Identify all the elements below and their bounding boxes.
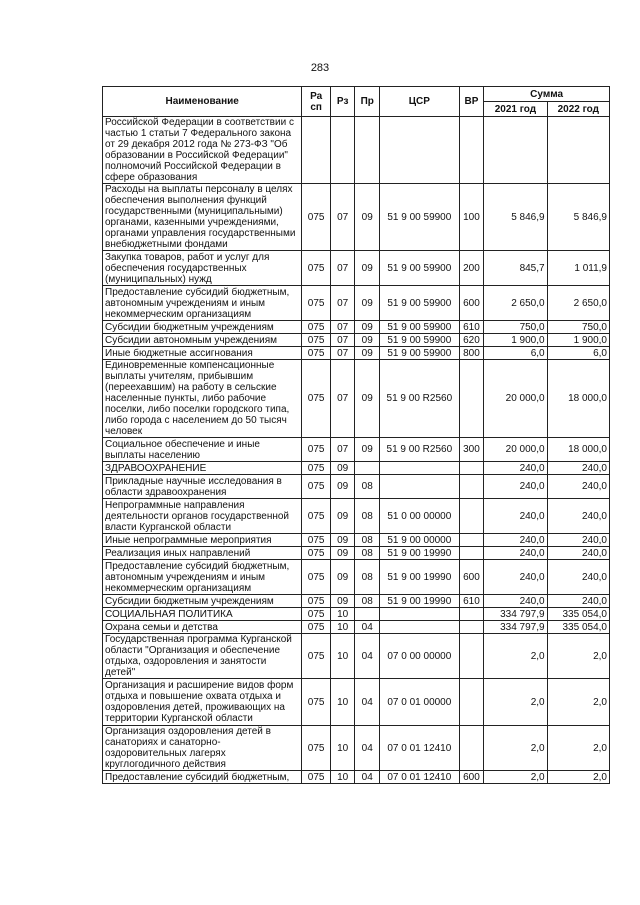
cell-pr: 09 [355,334,380,347]
cell-pr: 09 [355,286,380,321]
cell-sum-2021: 750,0 [484,321,547,334]
cell-csr: 07 0 01 12410 [379,726,459,771]
cell-rasp: 075 [302,251,331,286]
cell-name: Реализация иных направлений [103,547,302,560]
cell-rz: 10 [330,621,355,634]
cell-vr: 600 [459,771,484,784]
cell-rasp: 075 [302,771,331,784]
cell-csr: 51 9 00 59900 [379,321,459,334]
cell-vr [459,634,484,679]
cell-sum-2022: 1 011,9 [547,251,609,286]
table-row [103,117,610,184]
cell-rz: 07 [330,334,355,347]
cell-sum-2021: 5 846,9 [484,184,547,251]
cell-rz [330,117,355,184]
cell-sum-2021: 334 797,9 [484,621,547,634]
cell-name: Организация и расширение видов форм отдыха и повышение охвата отдыха и оздоровления детей, проживающих на территории Курганской области [103,679,302,726]
table-row [103,679,610,726]
cell-sum-2021: 240,0 [484,595,547,608]
cell-csr [379,117,459,184]
cell-sum-2021: 334 797,9 [484,608,547,621]
cell-rz: 09 [330,462,355,475]
cell-csr: 07 0 01 00000 [379,679,459,726]
cell-rz: 09 [330,560,355,595]
cell-rz: 10 [330,634,355,679]
cell-sum-2021: 240,0 [484,560,547,595]
cell-name: Предоставление субсидий бюджетным, автономным учреждениям и иным некоммерческим организациям [103,286,302,321]
cell-sum-2022: 18 000,0 [547,360,609,438]
cell-sum-2021: 2,0 [484,634,547,679]
cell-sum-2021: 845,7 [484,251,547,286]
header-csr: ЦСР [379,87,459,117]
cell-name: Социальное обеспечение и иные выплаты населению [103,438,302,462]
cell-vr [459,547,484,560]
cell-sum-2022: 18 000,0 [547,438,609,462]
cell-rz: 09 [330,534,355,547]
cell-pr: 09 [355,347,380,360]
cell-rasp: 075 [302,547,331,560]
cell-pr: 08 [355,475,380,499]
cell-csr [379,475,459,499]
cell-sum-2021: 20 000,0 [484,360,547,438]
cell-sum-2022: 6,0 [547,347,609,360]
cell-csr: 51 9 00 59900 [379,347,459,360]
cell-pr: 08 [355,595,380,608]
cell-name: Закупка товаров, работ и услуг для обеспечения государственных (муниципальных) нужд [103,251,302,286]
cell-name: Государственная программа Курганской области "Организация и обеспечение отдыха, оздоровления и занятости детей" [103,634,302,679]
budget-table [102,86,610,784]
cell-rasp: 075 [302,679,331,726]
cell-rz: 07 [330,347,355,360]
cell-rasp: 075 [302,499,331,534]
cell-vr: 800 [459,347,484,360]
cell-csr: 07 0 01 12410 [379,771,459,784]
cell-rz: 10 [330,608,355,621]
cell-rasp: 075 [302,360,331,438]
cell-rasp: 075 [302,462,331,475]
cell-sum-2022: 2,0 [547,771,609,784]
header-year-2021: 2021 год [484,102,547,117]
cell-name: Субсидии автономным учреждениям [103,334,302,347]
cell-name: ЗДРАВООХРАНЕНИЕ [103,462,302,475]
header-pr: Пр [355,87,380,117]
cell-pr [355,462,380,475]
cell-sum-2022: 335 054,0 [547,621,609,634]
header-sum: Сумма [484,87,610,102]
cell-name: Субсидии бюджетным учреждениям [103,595,302,608]
table-row [103,499,610,534]
cell-sum-2022: 240,0 [547,547,609,560]
cell-rasp [302,117,331,184]
cell-rasp: 075 [302,184,331,251]
cell-vr: 200 [459,251,484,286]
table-row [103,634,610,679]
table-row [103,334,610,347]
cell-sum-2021: 2 650,0 [484,286,547,321]
table-row [103,321,610,334]
cell-rz: 10 [330,679,355,726]
cell-name: Иные бюджетные ассигнования [103,347,302,360]
cell-name: СОЦИАЛЬНАЯ ПОЛИТИКА [103,608,302,621]
cell-rz: 07 [330,251,355,286]
cell-pr: 09 [355,438,380,462]
cell-rasp: 075 [302,560,331,595]
cell-csr: 51 9 00 19990 [379,547,459,560]
cell-csr [379,608,459,621]
cell-rasp: 075 [302,475,331,499]
table-row [103,726,610,771]
cell-csr: 51 9 00 R2560 [379,360,459,438]
cell-vr [459,462,484,475]
cell-vr: 600 [459,286,484,321]
cell-vr [459,726,484,771]
cell-pr: 09 [355,251,380,286]
cell-pr: 09 [355,184,380,251]
header-vr: ВР [459,87,484,117]
cell-vr: 600 [459,560,484,595]
cell-name: Субсидии бюджетным учреждениям [103,321,302,334]
cell-vr [459,621,484,634]
cell-csr: 51 9 00 59900 [379,334,459,347]
cell-rz: 09 [330,475,355,499]
cell-pr [355,117,380,184]
cell-rz: 07 [330,438,355,462]
cell-rasp: 075 [302,621,331,634]
cell-pr: 08 [355,534,380,547]
table-row [103,438,610,462]
cell-sum-2022: 5 846,9 [547,184,609,251]
cell-pr: 08 [355,547,380,560]
header-year-2022: 2022 год [547,102,609,117]
cell-name: Непрограммные направления деятельности органов государственной власти Курганской области [103,499,302,534]
cell-sum-2021: 240,0 [484,475,547,499]
table-row [103,547,610,560]
cell-vr: 610 [459,595,484,608]
table-row [103,560,610,595]
cell-rz: 09 [330,499,355,534]
cell-sum-2022: 1 900,0 [547,334,609,347]
table-row [103,251,610,286]
cell-vr [459,117,484,184]
cell-name: Охрана семьи и детства [103,621,302,634]
cell-csr: 51 9 00 00000 [379,534,459,547]
cell-sum-2022: 240,0 [547,534,609,547]
cell-pr: 08 [355,499,380,534]
cell-rz: 07 [330,184,355,251]
cell-vr: 300 [459,438,484,462]
cell-csr: 51 9 00 19990 [379,595,459,608]
cell-sum-2021: 1 900,0 [484,334,547,347]
cell-sum-2021: 240,0 [484,462,547,475]
cell-rz: 07 [330,321,355,334]
cell-sum-2022: 2 650,0 [547,286,609,321]
cell-rasp: 075 [302,534,331,547]
cell-pr: 04 [355,771,380,784]
cell-csr: 51 0 00 00000 [379,499,459,534]
cell-sum-2022: 240,0 [547,560,609,595]
cell-rasp: 075 [302,286,331,321]
cell-name: Расходы на выплаты персоналу в целях обеспечения выполнения функций государственными (муниципальными) органами, казенными учреждениями, органами управления государственными внебюджетными фондами [103,184,302,251]
cell-rz: 07 [330,286,355,321]
cell-sum-2021: 6,0 [484,347,547,360]
table-row [103,771,610,784]
cell-rz: 10 [330,726,355,771]
header-rz: Рз [330,87,355,117]
table-row [103,621,610,634]
cell-pr: 04 [355,634,380,679]
cell-sum-2022: 750,0 [547,321,609,334]
cell-rasp: 075 [302,347,331,360]
cell-rasp: 075 [302,634,331,679]
cell-name: Российской Федерации в соответствии с частью 1 статьи 7 Федерального закона от 29 декабря 2012 года № 273-ФЗ "Об образовании в Российской Федерации" полномочий Российской Федерации в сфере образования [103,117,302,184]
cell-name: Организация оздоровления детей в санаториях и санаторно-оздоровительных лагерях круглогодичного действия [103,726,302,771]
page-number: 283 [310,62,330,74]
cell-sum-2022: 335 054,0 [547,608,609,621]
cell-rasp: 075 [302,608,331,621]
cell-sum-2021: 240,0 [484,547,547,560]
cell-vr [459,475,484,499]
cell-sum-2021: 2,0 [484,726,547,771]
cell-pr [355,608,380,621]
cell-pr: 09 [355,321,380,334]
cell-csr: 51 9 00 R2560 [379,438,459,462]
cell-sum-2021: 2,0 [484,679,547,726]
cell-vr [459,534,484,547]
table-row [103,475,610,499]
cell-pr: 04 [355,621,380,634]
cell-rz: 09 [330,595,355,608]
cell-csr: 51 9 00 19990 [379,560,459,595]
cell-csr: 51 9 00 59900 [379,286,459,321]
table-row [103,534,610,547]
table-row [103,608,610,621]
cell-pr: 04 [355,726,380,771]
cell-rz: 07 [330,360,355,438]
cell-name: Предоставление субсидий бюджетным, [103,771,302,784]
cell-rasp: 075 [302,334,331,347]
table-row [103,462,610,475]
cell-rasp: 075 [302,321,331,334]
cell-rz: 10 [330,771,355,784]
cell-vr [459,360,484,438]
cell-sum-2022 [547,117,609,184]
cell-name: Прикладные научные исследования в области здравоохранения [103,475,302,499]
cell-sum-2021: 240,0 [484,499,547,534]
cell-rasp: 075 [302,595,331,608]
table-body [103,117,610,784]
cell-name: Иные непрограммные мероприятия [103,534,302,547]
cell-vr: 610 [459,321,484,334]
cell-vr [459,679,484,726]
cell-csr [379,621,459,634]
cell-pr: 04 [355,679,380,726]
cell-csr: 51 9 00 59900 [379,184,459,251]
cell-vr: 100 [459,184,484,251]
cell-rasp: 075 [302,438,331,462]
cell-vr [459,499,484,534]
cell-csr: 07 0 00 00000 [379,634,459,679]
cell-rz: 09 [330,547,355,560]
cell-name: Единовременные компенсационные выплаты учителям, прибывшим (переехавшим) на работу в сельские населенные пункты, либо рабочие поселки, либо поселки городского типа, либо города с населением до 50 тысяч человек [103,360,302,438]
cell-sum-2022: 2,0 [547,726,609,771]
table-row [103,595,610,608]
table-row [103,360,610,438]
cell-vr: 620 [459,334,484,347]
cell-pr: 08 [355,560,380,595]
table-row [103,286,610,321]
cell-sum-2021 [484,117,547,184]
cell-sum-2022: 2,0 [547,634,609,679]
cell-csr [379,462,459,475]
cell-vr [459,608,484,621]
cell-sum-2022: 240,0 [547,475,609,499]
cell-sum-2021: 240,0 [484,534,547,547]
cell-sum-2022: 240,0 [547,462,609,475]
cell-sum-2022: 240,0 [547,499,609,534]
table-row [103,347,610,360]
cell-sum-2022: 240,0 [547,595,609,608]
cell-sum-2021: 2,0 [484,771,547,784]
header-rasp: Ра сп [302,87,331,117]
table-row [103,184,610,251]
cell-name: Предоставление субсидий бюджетным, автономным учреждениям и иным некоммерческим организациям [103,560,302,595]
cell-rasp: 075 [302,726,331,771]
cell-sum-2022: 2,0 [547,679,609,726]
cell-csr: 51 9 00 59900 [379,251,459,286]
header-name: Наименование [103,87,302,117]
cell-sum-2021: 20 000,0 [484,438,547,462]
cell-pr: 09 [355,360,380,438]
